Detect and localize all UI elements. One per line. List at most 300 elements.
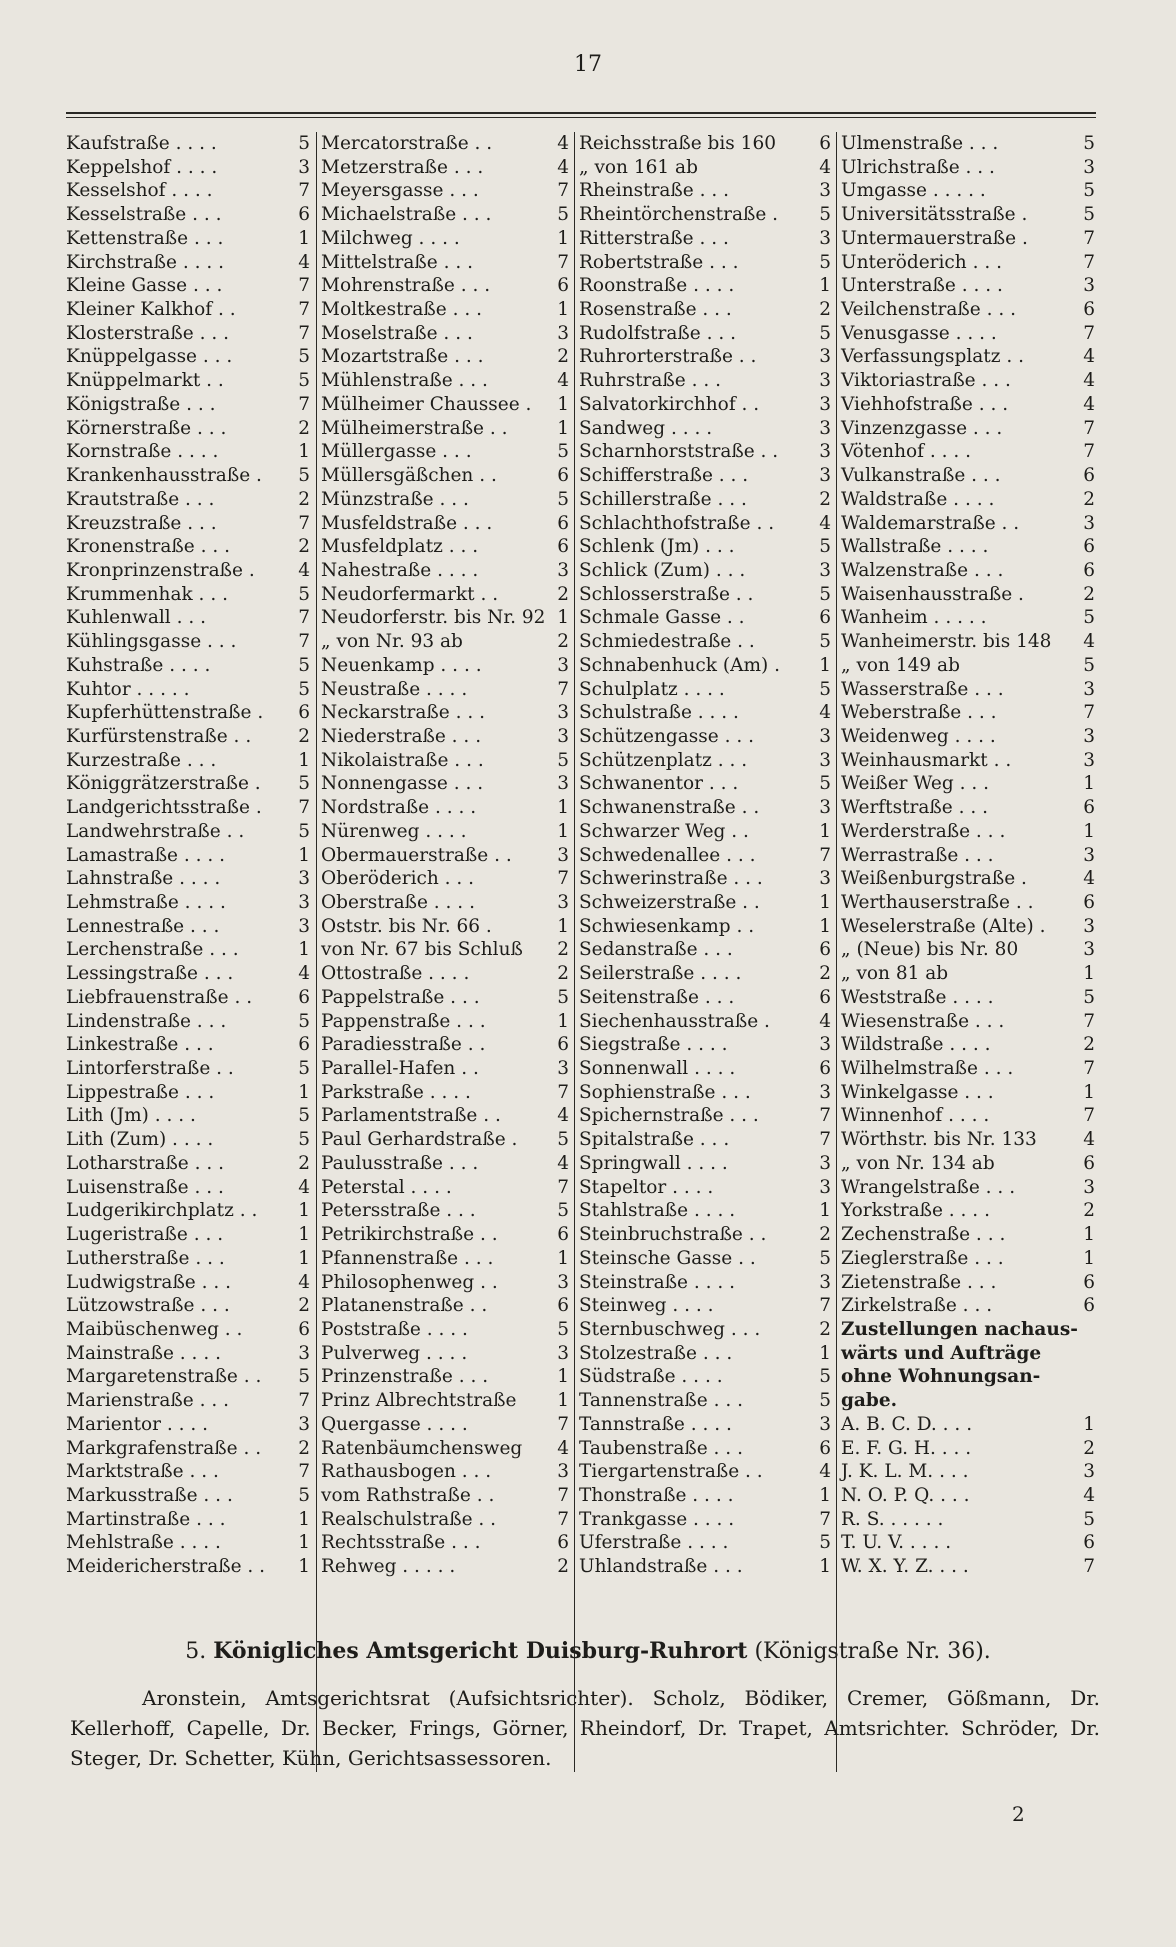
street-name: Ratenbäumchensweg [321,1437,523,1459]
district-number: 4 [819,702,831,724]
street-entry [317,1199,575,1223]
street-entry [837,1271,1101,1295]
street-name: Wilhelmstraße . . . [841,1058,1014,1080]
street-entry [837,345,1101,369]
street-name: ohne Wohnungsan- [841,1366,1041,1388]
district-number: 3 [557,702,569,724]
district-number: 6 [1083,1295,1095,1317]
district-number: 1 [298,227,310,249]
street-name: Wanheimerstr. bis 148 [841,631,1052,653]
street-entry [317,1342,575,1366]
district-number: 7 [557,1508,569,1530]
district-number: 7 [298,1461,310,1483]
street-entry [317,772,575,796]
street-entry [837,203,1101,227]
street-entry [66,488,316,512]
district-number: 7 [1083,251,1095,273]
street-name: Mercatorstraße . . [321,133,493,154]
district-number: 3 [557,1271,569,1293]
court-number: 5. [185,1639,207,1664]
street-name: Rheintörchenstraße . [579,204,779,226]
street-entry [575,1081,837,1105]
district-number: 5 [298,678,310,700]
street-entry [837,962,1101,986]
district-number: 1 [1083,1247,1095,1269]
street-name: Winnenhof . . . . [841,1105,990,1127]
street-name: Springwall . . . . [579,1152,728,1174]
street-name: Prinzenstraße . . . [321,1366,489,1388]
district-number: 6 [1083,465,1095,487]
street-name: Niederstraße . . . [321,725,482,747]
street-entry [317,417,575,441]
district-number: 7 [557,251,569,273]
street-name: Mozartstraße . . . [321,346,484,368]
street-entry [66,1555,316,1579]
street-entry [575,251,837,275]
district-number: 7 [298,607,310,629]
district-number: 5 [1083,986,1095,1008]
district-number: 4 [557,156,569,178]
street-entry [66,701,316,725]
street-entry [575,1128,837,1152]
district-number: 2 [1083,583,1095,605]
street-name: Stahlstraße . . . . [579,1200,736,1222]
district-number: 7 [298,797,310,819]
street-entry [66,132,316,156]
district-number: 4 [1083,393,1095,415]
street-entry [66,678,316,702]
street-entry [66,1247,316,1271]
street-name: Wanheim . . . . . [841,607,987,629]
court-address: (Königstraße Nr. 36). [754,1639,991,1664]
street-name: Philosophenweg . . [321,1271,498,1293]
street-entry [575,1555,837,1579]
street-name: Kleiner Kalkhof . . [66,299,236,321]
street-name: Roonstraße . . . . [579,275,735,297]
district-number: 3 [819,1081,831,1103]
street-entry [837,1294,1101,1318]
street-name: „ von Nr. 93 ab [321,631,463,653]
district-number: 6 [819,939,831,961]
street-entry [575,1484,837,1508]
district-number: 4 [298,251,310,273]
street-name: Sternbuschweg . . . [579,1318,761,1340]
street-entry [837,678,1101,702]
district-number: 2 [819,963,831,985]
street-entry [66,1531,316,1555]
street-name: Unteröderich . . . [841,251,1002,273]
street-name: Schützengasse . . . [579,725,755,747]
street-entry [66,1128,316,1152]
district-number: 3 [819,797,831,819]
district-number: 2 [819,1224,831,1246]
district-number: 7 [1083,322,1095,344]
street-name: Krummenhak . . . [66,583,228,605]
district-number: 5 [1083,180,1095,202]
street-entry [837,1152,1101,1176]
street-name: Lamastraße . . . . [66,844,226,866]
district-number: 2 [298,1437,310,1459]
street-name: Walzenstraße . . . [841,559,1004,581]
street-name: Südstraße . . . . [579,1366,723,1388]
street-name: Werftstraße . . . [841,797,988,819]
district-number: 6 [557,275,569,297]
street-name: Schulplatz . . . . [579,678,725,700]
district-number: 3 [819,749,831,771]
street-entry [317,322,575,346]
district-number: 7 [298,512,310,534]
district-number: 5 [298,1129,310,1151]
street-name: Scharnhorststraße . . [579,441,779,463]
district-number: 5 [819,631,831,653]
street-name: Tiergartenstraße . . [579,1461,763,1483]
street-entry [66,1460,316,1484]
district-number: 1 [819,1200,831,1222]
street-entry [837,274,1101,298]
street-name: Moltkestraße . . . [321,299,482,321]
street-name: Musfeldplatz . . . [321,536,479,558]
street-entry [66,796,316,820]
street-name: Knüppelmarkt . . [66,370,224,392]
street-entry [837,1176,1101,1200]
street-name: Ritterstraße . . . [579,227,729,249]
district-number: 3 [1083,1461,1095,1483]
street-name: Platanenstraße . . [321,1295,488,1317]
street-entry [317,844,575,868]
street-name: Rudolfstraße . . . [579,322,736,344]
street-entry [575,1437,837,1461]
street-name: Viktoriastraße . . . [841,370,1011,392]
district-number: 4 [298,963,310,985]
street-entry [66,1342,316,1366]
district-number: 1 [298,1508,310,1530]
district-number: 5 [819,773,831,795]
street-name: Zustellungen nachaus- [841,1318,1078,1340]
district-number: 3 [819,180,831,202]
district-number: 5 [298,1105,310,1127]
district-number: 1 [819,1484,831,1506]
street-name: Schlenk (Jm) . . . [579,536,735,558]
street-entry [317,725,575,749]
street-entry [575,1152,837,1176]
street-entry [575,417,837,441]
street-name: Lennestraße . . . [66,915,220,937]
street-name: Seitenstraße . . . [579,986,735,1008]
street-entry [837,1389,1101,1413]
street-name: E. F. G. H. . . . [841,1437,972,1459]
district-number: 5 [1083,607,1095,629]
district-number: 5 [298,654,310,676]
district-number: 4 [1083,370,1095,392]
district-number: 6 [298,986,310,1008]
street-entry [575,203,837,227]
street-name: Metzerstraße . . . [321,156,484,178]
district-number: 4 [1083,1484,1095,1506]
district-number: 5 [298,820,310,842]
district-number: 3 [298,868,310,890]
street-entry [317,1057,575,1081]
district-number: 1 [557,417,569,439]
district-number: 3 [819,1271,831,1293]
district-number: 3 [557,892,569,913]
district-number: 7 [298,631,310,653]
street-entry [317,227,575,251]
street-entry [837,179,1101,203]
street-name: Kupferhüttenstraße . [66,702,264,724]
district-number: 5 [1083,1508,1095,1530]
street-entry [575,1531,837,1555]
street-name: Thonstraße . . . . [579,1484,734,1506]
street-name: Verfassungsplatz . . [841,346,1024,368]
street-name: Stolzestraße . . . [579,1342,733,1364]
street-name: Quergasse . . . . [321,1413,468,1435]
district-number: 7 [298,393,310,415]
street-name: Lerchenstraße . . . [66,939,239,961]
street-entry [317,891,575,915]
street-name: Lith (Zum) . . . . [66,1129,214,1151]
district-number: 6 [298,702,310,724]
street-name: von Nr. 67 bis Schluß [321,939,523,961]
district-number: 3 [1083,275,1095,297]
street-entry [317,701,575,725]
street-entry [575,986,837,1010]
street-entry [837,1413,1101,1437]
street-name: Meidericherstraße . . [66,1556,266,1578]
street-entry [837,156,1101,180]
district-number: 4 [819,1461,831,1483]
street-entry [575,179,837,203]
street-entry [837,867,1101,891]
street-name: Robertstraße . . . [579,251,739,273]
street-name: Schwedenallee . . . [579,844,756,866]
street-name: Steinsche Gasse . . [579,1247,756,1269]
street-name: Paradiesstraße . . [321,1034,486,1056]
street-entry [837,417,1101,441]
street-name: Schwiesenkamp . . [579,915,755,937]
street-name: Lippestraße . . . [66,1081,215,1103]
street-name: Schmale Gasse . . [579,607,745,629]
street-name: Winkelgasse . . . [841,1081,994,1103]
street-entry [66,1152,316,1176]
street-name: Tannstraße . . . . [579,1413,732,1435]
district-number: 5 [1083,133,1095,154]
street-name: Sophienstraße . . . [579,1081,751,1103]
street-name: Moselstraße . . . [321,322,473,344]
district-number: 3 [557,725,569,747]
street-name: Parlamentstraße . . [321,1105,501,1127]
street-name: Lutherstraße . . . [66,1247,225,1269]
street-entry [317,488,575,512]
street-name: Kurzestraße . . . [66,749,217,771]
street-name: Kuhtor . . . . . [66,678,190,700]
district-number: 3 [1083,678,1095,700]
district-number: 5 [298,370,310,392]
street-name: Kleine Gasse . . . [66,275,223,297]
district-number: 5 [1083,654,1095,676]
street-entry [575,938,837,962]
street-name: Steinstraße . . . . [579,1271,736,1293]
street-entry [317,535,575,559]
street-name: Unterstraße . . . . [841,275,1003,297]
street-name: Krautstraße . . . [66,488,215,510]
street-entry [575,749,837,773]
district-number: 1 [1083,1081,1095,1103]
signature-mark: 2 [1012,1802,1025,1826]
street-entry [66,891,316,915]
street-name: Kronenstraße . . . [66,536,230,558]
street-name: Veilchenstraße . . . [841,299,1016,321]
district-number: 5 [557,986,569,1008]
street-name: Parkstraße . . . . [321,1081,471,1103]
district-number: 3 [557,654,569,676]
street-entry [317,1365,575,1389]
street-name: Kettenstraße . . . [66,227,224,249]
district-number: 5 [557,441,569,463]
street-entry [66,1484,316,1508]
street-entry [837,1342,1101,1366]
street-name: Rathausbogen . . . [321,1461,492,1483]
district-number: 5 [819,536,831,558]
district-number: 4 [1083,1129,1095,1151]
street-name: Lützowstraße . . . [66,1295,230,1317]
district-number: 1 [819,654,831,676]
street-name: Peterstal . . . . [321,1176,452,1198]
street-entry [837,1057,1101,1081]
street-entry [837,227,1101,251]
court-staff-list: Aronstein, Amtsgerichtsrat (Aufsichtsrichter). Scholz, Bödiker, Cremer, Gößmann, Dr. Kellerhoff, Capelle, Dr. Becker, Frings, Görner, Rheindorf, Dr. Trapet, Amtsrichter. Schröder, Dr. Steger, Dr. Schetter, Kühn, Gerichtsassessoren. [70,1686,1100,1770]
street-entry [837,535,1101,559]
street-entry [837,1033,1101,1057]
district-number: 2 [1083,488,1095,510]
street-name: Lehmstraße . . . . [66,892,226,913]
street-column-1 [66,132,316,1772]
district-number: 1 [819,1342,831,1364]
street-name: Milchweg . . . . [321,227,460,249]
street-entry [66,1294,316,1318]
district-number: 1 [819,1556,831,1578]
street-entry [66,725,316,749]
street-entry [317,606,575,630]
street-entry [66,1365,316,1389]
district-number: 5 [298,465,310,487]
district-number: 1 [1083,963,1095,985]
street-name: Schlachthofstraße . . [579,512,775,534]
district-number: 4 [557,1105,569,1127]
district-number: 3 [819,1152,831,1174]
street-entry [317,654,575,678]
street-name: Landwehrstraße . . [66,820,245,842]
street-entry [837,322,1101,346]
street-name: Nonnengasse . . . [321,773,484,795]
street-entry [317,915,575,939]
street-entry [837,1010,1101,1034]
street-name: Steinweg . . . . [579,1295,714,1317]
district-number: 2 [298,1295,310,1317]
street-name: Vinzenzgasse . . . [841,417,1003,439]
street-entry [66,369,316,393]
street-name: Spitalstraße . . . [579,1129,730,1151]
street-entry [575,654,837,678]
district-number: 7 [557,868,569,890]
district-number: 5 [298,773,310,795]
street-column-2 [316,132,575,1772]
street-name: Ulmenstraße . . . [841,133,999,154]
street-name: Siechenhausstraße . [579,1010,770,1032]
district-number: 1 [557,1010,569,1032]
district-number: 3 [1083,725,1095,747]
street-name: Schwanentor . . . [579,773,739,795]
street-name: Nürenweg . . . . [321,820,467,842]
street-name: Lahnstraße . . . . [66,868,221,890]
street-name: W. X. Y. Z. . . . [841,1556,969,1578]
street-entry [837,1484,1101,1508]
street-entry [317,156,575,180]
district-number: 3 [1083,156,1095,178]
street-name: Neuenkamp . . . . [321,654,482,676]
district-number: 5 [298,1010,310,1032]
street-entry [317,986,575,1010]
street-name: Oststr. bis Nr. 66 . [321,915,492,937]
district-number: 4 [298,1176,310,1198]
street-entry [66,915,316,939]
district-number: 1 [298,844,310,866]
street-name: Reichsstraße bis 160 [579,133,776,154]
street-entry [66,749,316,773]
district-number: 6 [557,1034,569,1056]
street-entry [317,1010,575,1034]
street-entry [317,1294,575,1318]
street-entry [317,1223,575,1247]
street-entry [66,322,316,346]
street-name: Pulverweg . . . . [321,1342,468,1364]
street-entry [837,369,1101,393]
street-entry [575,1104,837,1128]
district-number: 3 [819,868,831,890]
street-entry [66,820,316,844]
district-number: 3 [819,1176,831,1198]
district-number: 1 [1083,820,1095,842]
street-entry [575,1413,837,1437]
street-name: Lindenstraße . . . [66,1010,227,1032]
street-entry [575,156,837,180]
district-number: 2 [557,631,569,653]
district-number: 2 [1083,1200,1095,1222]
district-number: 5 [298,583,310,605]
street-name: Steinbruchstraße . . [579,1224,767,1246]
street-name: Kreuzstraße . . . [66,512,217,534]
street-name: Königgrätzerstraße . [66,773,261,795]
street-name: Keppelshof . . . . [66,156,218,178]
district-number: 7 [1083,1105,1095,1127]
district-number: 6 [1083,1152,1095,1174]
street-entry [575,1508,837,1532]
street-entry [837,251,1101,275]
street-entry [317,962,575,986]
street-name: Schwerinstraße . . . [579,868,763,890]
street-entry [66,654,316,678]
street-name: Weststraße . . . . [841,986,994,1008]
street-name: Ruhrstraße . . . [579,370,721,392]
district-number: 2 [557,346,569,368]
district-number: 5 [819,322,831,344]
district-number: 3 [819,393,831,415]
district-number: 4 [557,133,569,154]
street-entry [317,464,575,488]
street-name: Weidenweg . . . . [841,725,996,747]
street-name: Oberstraße . . . . [321,892,475,913]
street-entry [317,1318,575,1342]
district-number: 2 [1083,1437,1095,1459]
